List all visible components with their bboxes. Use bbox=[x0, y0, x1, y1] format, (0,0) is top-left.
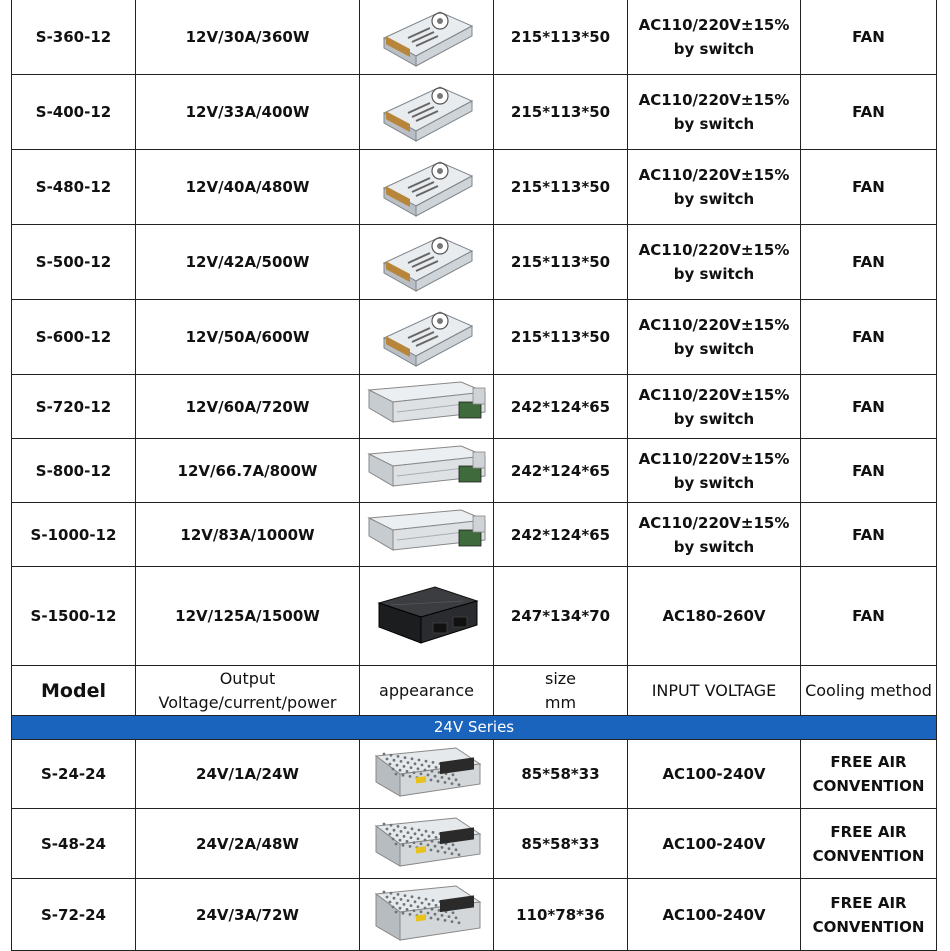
input-voltage-line2: by switch bbox=[673, 39, 755, 58]
output-cell: 12V/50A/600W bbox=[136, 300, 360, 375]
cooling-cell: FAN bbox=[801, 439, 937, 503]
spec-table bbox=[11, 0, 937, 951]
table-row bbox=[12, 0, 937, 75]
table-row bbox=[12, 879, 937, 951]
input-voltage-line1: AC110/220V±15% bbox=[638, 385, 790, 404]
header-model: Model bbox=[12, 666, 136, 716]
appearance-cell bbox=[360, 503, 494, 567]
header-output-line2: Voltage/current/power bbox=[158, 692, 337, 712]
input-voltage-line2: by switch bbox=[673, 115, 755, 133]
input-voltage-line1: AC110/220V±15% bbox=[638, 15, 790, 34]
input-voltage-cell: AC100-240V bbox=[628, 809, 801, 879]
appearance-cell bbox=[360, 809, 494, 879]
mesh-psu-image bbox=[360, 882, 493, 948]
header-row bbox=[12, 666, 937, 716]
size-cell: 247*134*70 bbox=[494, 567, 628, 666]
model-cell: S-1500-12 bbox=[12, 567, 136, 666]
header-cooling: Cooling method bbox=[801, 666, 937, 716]
mesh-psu-image bbox=[360, 814, 493, 874]
long-psu-image bbox=[360, 378, 493, 436]
size-cell: 110*78*36 bbox=[494, 879, 628, 951]
model-cell: S-800-12 bbox=[12, 439, 136, 503]
cooling-cell: FAN bbox=[801, 503, 937, 567]
input-voltage-cell bbox=[628, 375, 801, 439]
input-voltage-line1: AC110/220V±15% bbox=[638, 166, 790, 184]
appearance-cell bbox=[360, 375, 494, 439]
table-row bbox=[12, 150, 937, 225]
cooling-cell: FAN bbox=[801, 300, 937, 375]
model-cell: S-72-24 bbox=[12, 879, 136, 951]
input-voltage-line1: AC110/220V±15% bbox=[638, 91, 790, 109]
input-voltage-line1: AC110/220V±15% bbox=[638, 241, 790, 259]
size-cell: 215*113*50 bbox=[494, 150, 628, 225]
output-cell: 12V/60A/720W bbox=[136, 375, 360, 439]
output-cell: 12V/125A/1500W bbox=[136, 567, 360, 666]
appearance-cell bbox=[360, 225, 494, 300]
size-cell: 242*124*65 bbox=[494, 439, 628, 503]
input-voltage-line2: by switch bbox=[673, 340, 755, 358]
series-24v-label: 24V Series bbox=[12, 716, 937, 740]
header-size-line1: size bbox=[544, 668, 577, 688]
header-appearance: appearance bbox=[360, 666, 494, 716]
output-cell: 12V/83A/1000W bbox=[136, 503, 360, 567]
model-cell: S-1000-12 bbox=[12, 503, 136, 567]
cooling-line1: FREE AIR bbox=[830, 893, 907, 912]
appearance-cell bbox=[360, 439, 494, 503]
header-size bbox=[494, 666, 628, 716]
model-cell: S-24-24 bbox=[12, 740, 136, 809]
size-cell: 242*124*65 bbox=[494, 503, 628, 567]
output-cell: 24V/2A/48W bbox=[136, 809, 360, 879]
input-voltage-cell bbox=[628, 150, 801, 225]
output-cell: 12V/33A/400W bbox=[136, 75, 360, 150]
series-24v-rows bbox=[12, 740, 937, 951]
table-row bbox=[12, 75, 937, 150]
table-row bbox=[12, 809, 937, 879]
size-cell: 215*113*50 bbox=[494, 225, 628, 300]
cooling-cell bbox=[801, 809, 937, 879]
input-voltage-line1: AC110/220V±15% bbox=[638, 316, 790, 334]
fan-psu-image bbox=[360, 4, 493, 70]
cooling-line2: CONVENTION bbox=[812, 846, 925, 865]
black-psu-image bbox=[360, 583, 493, 649]
model-cell: S-360-12 bbox=[12, 0, 136, 75]
input-voltage-line1: AC110/220V±15% bbox=[638, 449, 790, 468]
input-voltage-line2: by switch bbox=[673, 473, 755, 492]
output-cell: 12V/40A/480W bbox=[136, 150, 360, 225]
fan-psu-image bbox=[360, 304, 493, 370]
table-row bbox=[12, 300, 937, 375]
input-voltage-cell bbox=[628, 225, 801, 300]
table-row bbox=[12, 740, 937, 809]
input-voltage-line2: by switch bbox=[673, 409, 755, 428]
input-voltage-line2: by switch bbox=[673, 537, 755, 556]
cooling-cell: FAN bbox=[801, 375, 937, 439]
fan-psu-image bbox=[360, 229, 493, 295]
appearance-cell bbox=[360, 879, 494, 951]
appearance-cell bbox=[360, 567, 494, 666]
input-voltage-line2: by switch bbox=[673, 190, 755, 208]
long-psu-image bbox=[360, 506, 493, 564]
input-voltage-cell bbox=[628, 439, 801, 503]
header-input: INPUT VOLTAGE bbox=[628, 666, 801, 716]
output-cell: 24V/1A/24W bbox=[136, 740, 360, 809]
output-cell: 12V/66.7A/800W bbox=[136, 439, 360, 503]
model-cell: S-600-12 bbox=[12, 300, 136, 375]
cooling-line1: FREE AIR bbox=[830, 822, 907, 841]
fan-psu-image bbox=[360, 79, 493, 145]
cooling-cell: FAN bbox=[801, 567, 937, 666]
input-voltage-cell bbox=[628, 300, 801, 375]
size-cell: 85*58*33 bbox=[494, 809, 628, 879]
appearance-cell bbox=[360, 0, 494, 75]
table-row bbox=[12, 439, 937, 503]
model-cell: S-48-24 bbox=[12, 809, 136, 879]
table-row bbox=[12, 225, 937, 300]
table-row bbox=[12, 503, 937, 567]
table-row bbox=[12, 375, 937, 439]
output-cell: 24V/3A/72W bbox=[136, 879, 360, 951]
column-header bbox=[12, 666, 937, 740]
appearance-cell bbox=[360, 75, 494, 150]
cooling-line2: CONVENTION bbox=[812, 777, 925, 795]
size-cell: 215*113*50 bbox=[494, 75, 628, 150]
header-output-line1: Output bbox=[219, 668, 276, 688]
output-cell: 12V/42A/500W bbox=[136, 225, 360, 300]
cooling-cell: FAN bbox=[801, 225, 937, 300]
output-cell: 12V/30A/360W bbox=[136, 0, 360, 75]
size-cell: 85*58*33 bbox=[494, 740, 628, 809]
input-voltage-line2: by switch bbox=[673, 265, 755, 283]
appearance-cell bbox=[360, 300, 494, 375]
size-cell: 215*113*50 bbox=[494, 0, 628, 75]
mesh-psu-image bbox=[360, 744, 493, 804]
cooling-cell: FAN bbox=[801, 150, 937, 225]
input-voltage-line1: AC110/220V±15% bbox=[638, 513, 790, 532]
appearance-cell bbox=[360, 740, 494, 809]
series-12v-rows bbox=[12, 0, 937, 666]
input-voltage-cell: AC100-240V bbox=[628, 740, 801, 809]
cooling-cell: FAN bbox=[801, 75, 937, 150]
series-24v-banner bbox=[12, 716, 937, 740]
size-cell: 215*113*50 bbox=[494, 300, 628, 375]
size-cell: 242*124*65 bbox=[494, 375, 628, 439]
cooling-cell bbox=[801, 879, 937, 951]
input-voltage-cell bbox=[628, 567, 801, 666]
fan-psu-image bbox=[360, 154, 493, 220]
cooling-cell: FAN bbox=[801, 0, 937, 75]
input-voltage-cell bbox=[628, 75, 801, 150]
input-voltage-cell: AC100-240V bbox=[628, 879, 801, 951]
input-voltage-cell bbox=[628, 503, 801, 567]
model-cell: S-400-12 bbox=[12, 75, 136, 150]
header-output bbox=[136, 666, 360, 716]
cooling-line2: CONVENTION bbox=[812, 917, 925, 936]
cooling-line1: FREE AIR bbox=[830, 753, 907, 771]
input-voltage-line1: AC180-260V bbox=[662, 607, 766, 625]
model-cell: S-720-12 bbox=[12, 375, 136, 439]
cooling-cell bbox=[801, 740, 937, 809]
input-voltage-cell bbox=[628, 0, 801, 75]
model-cell: S-500-12 bbox=[12, 225, 136, 300]
model-cell: S-480-12 bbox=[12, 150, 136, 225]
long-psu-image bbox=[360, 442, 493, 500]
appearance-cell bbox=[360, 150, 494, 225]
header-size-line2: mm bbox=[544, 692, 577, 712]
table-row bbox=[12, 567, 937, 666]
